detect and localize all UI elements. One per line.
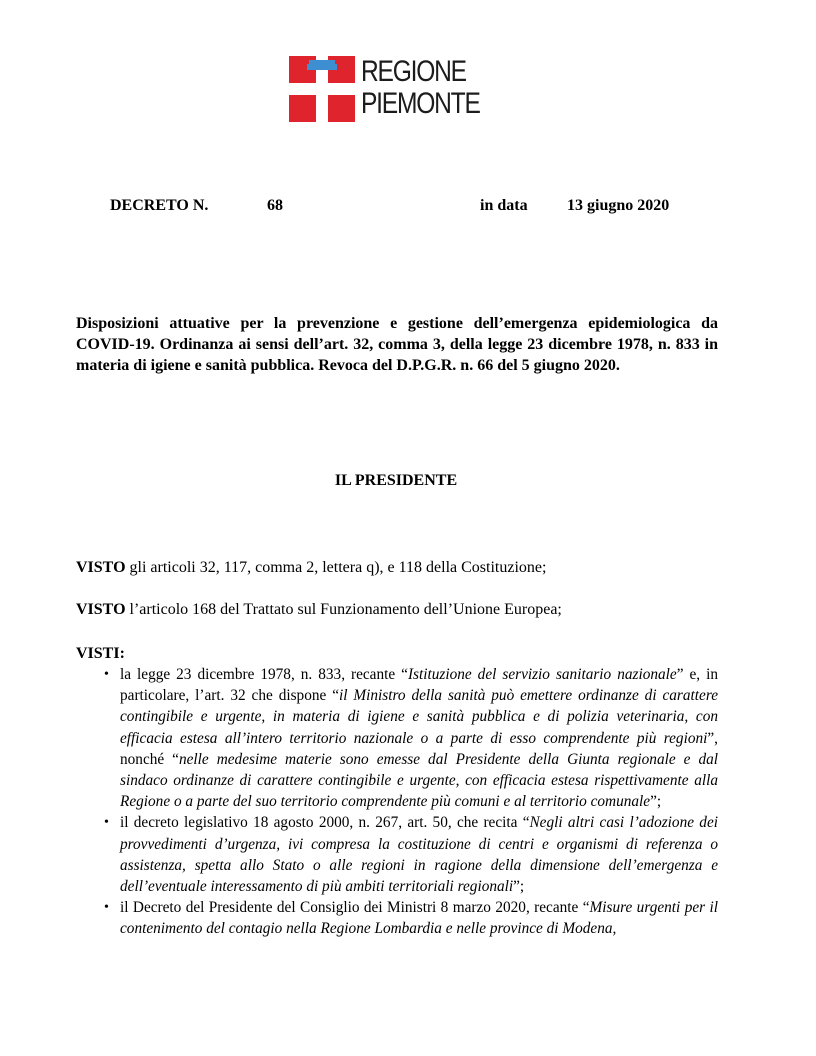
quoted-text: nelle medesime materie sono emesse dal Presidente della Giunta regionale e dal sindaco ordinanze di carattere contingibile e urgente, con efficacia estesa rispettivamente alla Regione o a parte del suo territorio comprendente più comuni e al territorio comunale (120, 750, 718, 811)
decree-date-label: in data (480, 197, 528, 214)
logo-line-2: PIEMONTE (361, 87, 480, 120)
visti-list-item (100, 897, 718, 939)
quoted-text: Negli altri casi l’adozione dei provvedimenti d’urgenza, ivi compresa la costituzione di centri e organismi di referenza o assistenza, spetta allo Stato o alle regioni in ragione della dimensione dell’emergenza e dell’eventuale interessamento di più ambiti territoriali regionali (120, 814, 718, 896)
list-item-text: ”, nonché “ (120, 729, 718, 768)
bullet-icon: • (104, 900, 109, 916)
list-item-text: ”; (513, 878, 525, 896)
decree-number: 68 (267, 197, 283, 214)
quoted-text: Misure urgenti per il contenimento del contagio nella Regione Lombardia e nelle province di Modena, (120, 899, 718, 938)
visti-heading: VISTI: (76, 645, 125, 662)
president-heading: IL PRESIDENTE (334, 472, 458, 489)
region-logo (289, 56, 519, 122)
bullet-icon: • (104, 815, 109, 831)
decree-date: 13 giugno 2020 (567, 197, 670, 214)
visto-keyword: VISTO (76, 601, 126, 618)
list-item-text: il decreto legislativo 18 agosto 2000, n. 267, art. 50, che recita “ (120, 814, 530, 832)
visto-text: gli articoli 32, 117, comma 2, lettera q), e 118 della Costituzione; (125, 559, 547, 576)
list-item-text: il Decreto del Presidente del Consiglio dei Ministri 8 marzo 2020, recante “ (120, 899, 590, 917)
bullet-icon: • (104, 667, 109, 682)
decree-label: DECRETO N. (110, 197, 209, 214)
visti-list-item (100, 812, 718, 897)
decree-header-line (0, 197, 816, 219)
visto-paragraph-2 (76, 601, 562, 619)
decree-title: Disposizioni attuative per la prevenzione e gestione dell’emergenza epidemiologica da COVID-19. Ordinanza ai sensi dell’art. 32, comma 3, della legge 23 dicembre 1978, n. 833 in materia di igiene e sanità pubblica. Revoca del D.P.G.R. n. 66 del 5 giugno 2020. (76, 315, 718, 374)
regione-piemonte-emblem-icon (289, 56, 355, 122)
visto-text: l’articolo 168 del Trattato sul Funzionamento dell’Unione Europea; (125, 601, 562, 618)
visto-keyword: VISTO (76, 559, 126, 576)
visti-bullet-list (100, 664, 718, 940)
list-item-text: la legge 23 dicembre 1978, n. 833, recante “ (120, 666, 408, 683)
logo-line-1: REGIONE (361, 55, 466, 88)
quoted-text: Istituzione del servizio sanitario nazionale (407, 666, 677, 683)
visti-list-item (100, 664, 718, 812)
list-item-text: ”; (650, 793, 662, 811)
quoted-text: il Ministro della sanità può emettere ordinanze di carattere contingibile e urgente, in materia di igiene e sanità pubblica e di polizia veterinaria, con efficacia estesa all’intero territorio nazionale o a parte di esso comprendente più regioni (120, 687, 718, 747)
visto-paragraph-1 (76, 559, 546, 577)
list-item-text: ” e, in particolare, l’art. 32 che dispone “ (120, 666, 718, 705)
logo-wordmark (361, 56, 480, 120)
